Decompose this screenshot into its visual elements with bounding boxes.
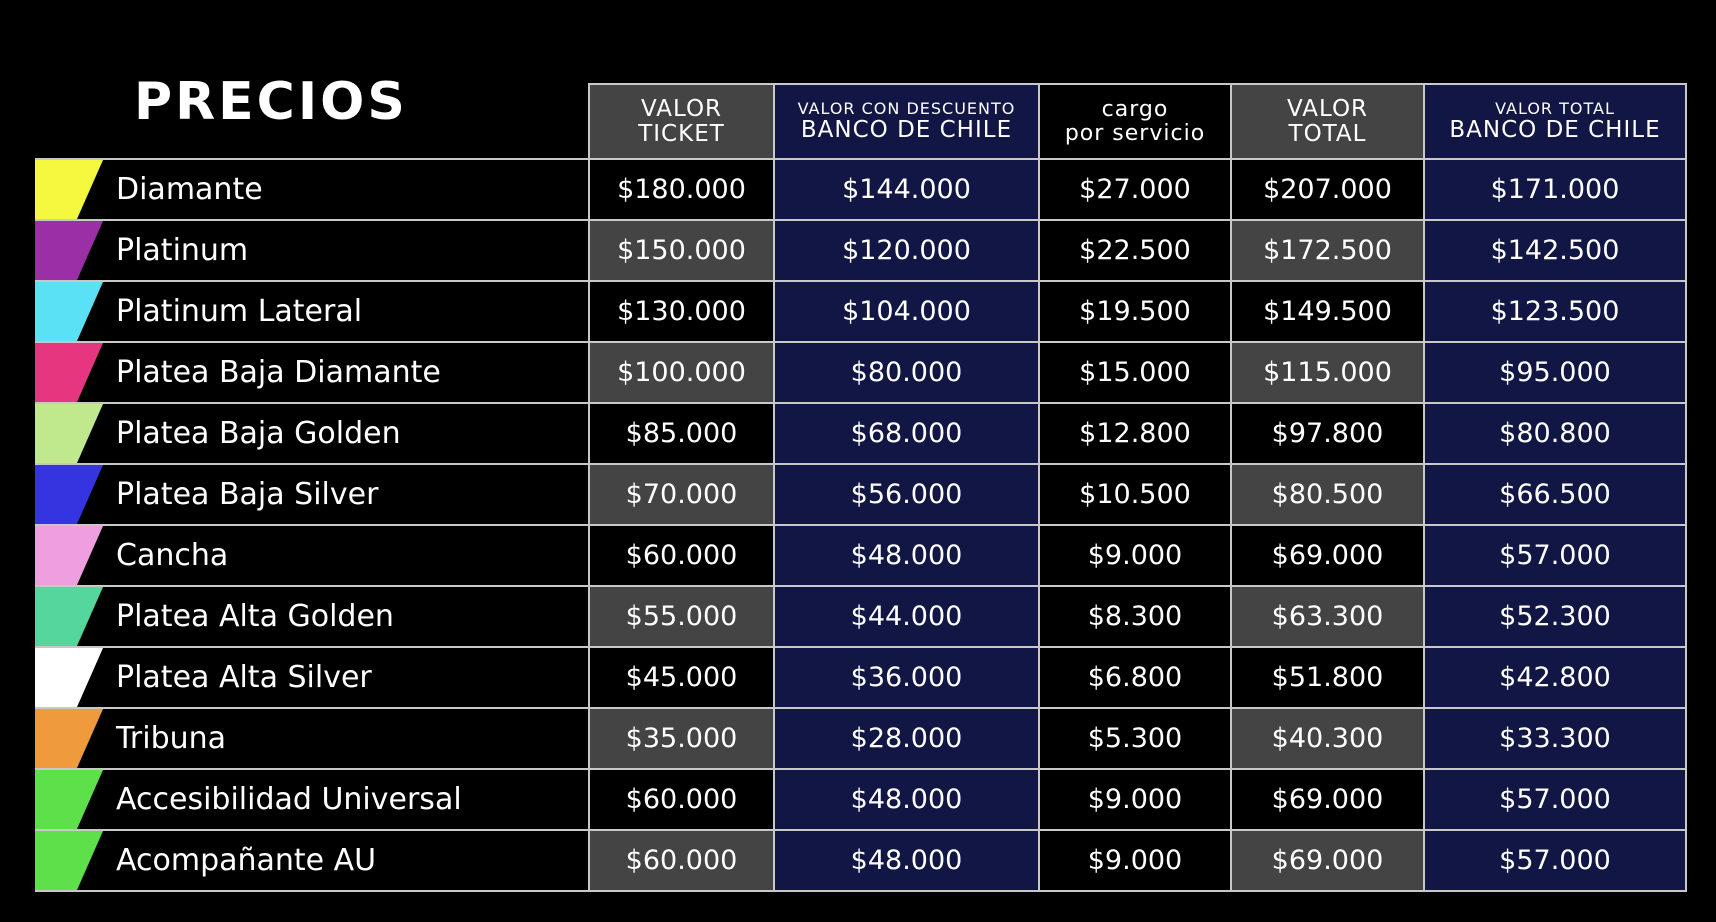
table-row <box>35 647 1686 708</box>
valor-descuento-cell: $28.000 <box>774 708 1039 769</box>
valor-ticket-cell: $85.000 <box>589 403 774 464</box>
valor-ticket-cell: $55.000 <box>589 586 774 647</box>
valor-ticket-cell: $45.000 <box>589 647 774 708</box>
zone-name-label: Cancha <box>116 538 229 573</box>
zone-name-label: Platinum Lateral <box>116 294 363 329</box>
cargo-servicio-cell: $9.000 <box>1039 769 1231 830</box>
valor-total-banco-cell: $66.500 <box>1424 464 1686 525</box>
valor-ticket-cell: $130.000 <box>589 281 774 342</box>
page-title: PRECIOS <box>134 72 408 132</box>
table-row <box>35 586 1686 647</box>
valor-ticket-cell: $35.000 <box>589 708 774 769</box>
zone-name-cell <box>35 525 589 586</box>
zone-name-cell <box>35 586 589 647</box>
price-table <box>35 83 1687 892</box>
zone-name-label: Diamante <box>116 172 263 207</box>
valor-total-banco-cell: $57.000 <box>1424 525 1686 586</box>
cargo-servicio-cell: $22.500 <box>1039 220 1231 281</box>
valor-total-cell: $69.000 <box>1231 525 1424 586</box>
valor-total-cell: $63.300 <box>1231 586 1424 647</box>
valor-descuento-cell: $144.000 <box>774 159 1039 220</box>
cargo-servicio-cell: $15.000 <box>1039 342 1231 403</box>
zone-name-label: Platea Baja Diamante <box>116 355 441 390</box>
zone-name-cell <box>35 159 589 220</box>
valor-descuento-cell: $36.000 <box>774 647 1039 708</box>
table-row <box>35 342 1686 403</box>
cargo-servicio-cell: $19.500 <box>1039 281 1231 342</box>
table-header-row <box>35 84 1686 159</box>
valor-total-banco-cell: $42.800 <box>1424 647 1686 708</box>
valor-total-banco-cell: $123.500 <box>1424 281 1686 342</box>
zone-name-cell <box>35 220 589 281</box>
table-row <box>35 708 1686 769</box>
valor-descuento-cell: $48.000 <box>774 769 1039 830</box>
valor-ticket-cell: $100.000 <box>589 342 774 403</box>
valor-descuento-cell: $48.000 <box>774 525 1039 586</box>
header-valor-ticket: VALOR TICKET <box>589 84 774 159</box>
valor-total-banco-cell: $57.000 <box>1424 769 1686 830</box>
valor-total-banco-cell: $171.000 <box>1424 159 1686 220</box>
table-row <box>35 403 1686 464</box>
cargo-servicio-cell: $5.300 <box>1039 708 1231 769</box>
cargo-servicio-cell: $10.500 <box>1039 464 1231 525</box>
zone-name-label: Tribuna <box>116 721 227 756</box>
valor-descuento-cell: $56.000 <box>774 464 1039 525</box>
zone-name-cell <box>35 342 589 403</box>
table-row <box>35 220 1686 281</box>
valor-descuento-cell: $80.000 <box>774 342 1039 403</box>
zone-name-cell <box>35 830 589 891</box>
valor-total-banco-cell: $57.000 <box>1424 830 1686 891</box>
header-valor-descuento: VALOR CON DESCUENTO BANCO DE CHILE <box>774 84 1039 159</box>
valor-total-banco-cell: $80.800 <box>1424 403 1686 464</box>
zone-name-cell <box>35 403 589 464</box>
valor-total-cell: $51.800 <box>1231 647 1424 708</box>
zone-name-cell <box>35 647 589 708</box>
cargo-servicio-cell: $8.300 <box>1039 586 1231 647</box>
cargo-servicio-cell: $9.000 <box>1039 525 1231 586</box>
price-rows <box>35 159 1686 891</box>
table-row <box>35 464 1686 525</box>
valor-descuento-cell: $104.000 <box>774 281 1039 342</box>
valor-total-banco-cell: $33.300 <box>1424 708 1686 769</box>
table-row <box>35 769 1686 830</box>
table-row <box>35 159 1686 220</box>
cargo-servicio-cell: $6.800 <box>1039 647 1231 708</box>
valor-total-cell: $80.500 <box>1231 464 1424 525</box>
valor-total-cell: $172.500 <box>1231 220 1424 281</box>
valor-ticket-cell: $60.000 <box>589 525 774 586</box>
valor-total-cell: $69.000 <box>1231 769 1424 830</box>
valor-ticket-cell: $150.000 <box>589 220 774 281</box>
valor-ticket-cell: $70.000 <box>589 464 774 525</box>
valor-descuento-cell: $48.000 <box>774 830 1039 891</box>
zone-name-label: Platea Baja Silver <box>116 477 379 512</box>
header-spacer <box>35 84 589 159</box>
valor-descuento-cell: $44.000 <box>774 586 1039 647</box>
valor-ticket-cell: $60.000 <box>589 830 774 891</box>
zone-name-cell <box>35 708 589 769</box>
zone-name-label: Platea Baja Golden <box>116 416 401 451</box>
table-row <box>35 525 1686 586</box>
valor-total-cell: $207.000 <box>1231 159 1424 220</box>
valor-descuento-cell: $68.000 <box>774 403 1039 464</box>
zone-name-label: Platea Alta Golden <box>116 599 394 634</box>
valor-total-cell: $149.500 <box>1231 281 1424 342</box>
zone-name-label: Platea Alta Silver <box>116 660 372 695</box>
valor-total-banco-cell: $52.300 <box>1424 586 1686 647</box>
header-valor-total: VALOR TOTAL <box>1231 84 1424 159</box>
valor-ticket-cell: $180.000 <box>589 159 774 220</box>
cargo-servicio-cell: $12.800 <box>1039 403 1231 464</box>
valor-total-cell: $97.800 <box>1231 403 1424 464</box>
table-row <box>35 830 1686 891</box>
zone-name-cell <box>35 769 589 830</box>
zone-name-label: Accesibilidad Universal <box>116 782 462 817</box>
header-cargo-servicio: cargo por servicio <box>1039 84 1231 159</box>
header-valor-total-banco: VALOR TOTAL BANCO DE CHILE <box>1424 84 1686 159</box>
cargo-servicio-cell: $9.000 <box>1039 830 1231 891</box>
valor-total-cell: $40.300 <box>1231 708 1424 769</box>
zone-name-label: Acompañante AU <box>116 843 377 878</box>
cargo-servicio-cell: $27.000 <box>1039 159 1231 220</box>
zone-name-cell <box>35 281 589 342</box>
zone-name-cell <box>35 464 589 525</box>
valor-total-banco-cell: $95.000 <box>1424 342 1686 403</box>
zone-name-label: Platinum <box>116 233 249 268</box>
valor-total-banco-cell: $142.500 <box>1424 220 1686 281</box>
valor-descuento-cell: $120.000 <box>774 220 1039 281</box>
table-row <box>35 281 1686 342</box>
valor-total-cell: $69.000 <box>1231 830 1424 891</box>
valor-total-cell: $115.000 <box>1231 342 1424 403</box>
valor-ticket-cell: $60.000 <box>589 769 774 830</box>
